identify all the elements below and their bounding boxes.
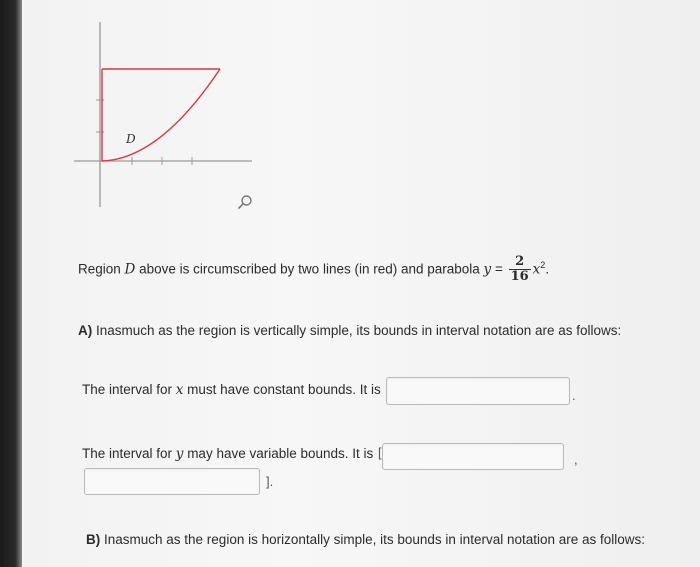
close-bracket: ]. (266, 474, 274, 489)
y-prompt-post: may have variable bounds. It is (183, 446, 374, 461)
y-interval-prompt (82, 446, 373, 462)
x-prompt-post: must have constant bounds. It is (183, 382, 381, 397)
x-interval-variable: x (175, 382, 184, 398)
x-interval-prompt (82, 382, 381, 398)
equals-sign: = (491, 261, 507, 277)
intro-period: . (545, 261, 550, 277)
y-lower-bound-input[interactable] (382, 443, 564, 470)
intro-prefix: Region (78, 261, 125, 277)
region-variable: D (124, 261, 136, 278)
part-b-text: Inasmuch as the region is horizontally simple, its bounds in interval notation are as follows: (100, 532, 646, 547)
part-b-heading (86, 532, 645, 547)
y-interval-comma: , (574, 452, 578, 467)
region-label: D (126, 132, 136, 146)
part-a-heading (78, 323, 621, 338)
y-variable: y (483, 261, 492, 278)
y-interval-variable: y (175, 446, 184, 462)
region-parabola (102, 69, 220, 161)
intro-sentence (78, 250, 549, 285)
open-bracket: [ (378, 445, 382, 460)
region-figure (0, 0, 300, 215)
x-variable: x (532, 261, 541, 278)
x-prompt-pre: The interval for (82, 382, 176, 397)
intro-middle: above is circumscribed by two lines (in red) and parabola (135, 261, 484, 277)
fraction-denominator: 16 (510, 269, 529, 285)
y-upper-bound-input[interactable] (84, 468, 260, 495)
part-a-label: A) (78, 323, 93, 338)
exponent: 2 (540, 260, 546, 270)
magnifier-icon[interactable] (237, 194, 253, 210)
x-interval-period: . (572, 388, 576, 403)
part-b-label: B) (86, 532, 101, 547)
x-interval-input[interactable] (386, 377, 570, 405)
y-prompt-pre: The interval for (82, 446, 176, 461)
part-a-text: Inasmuch as the region is vertically simple, its bounds in interval notation are as follows: (92, 323, 622, 338)
coefficient-fraction (509, 255, 531, 284)
fraction-numerator: 2 (509, 255, 531, 270)
